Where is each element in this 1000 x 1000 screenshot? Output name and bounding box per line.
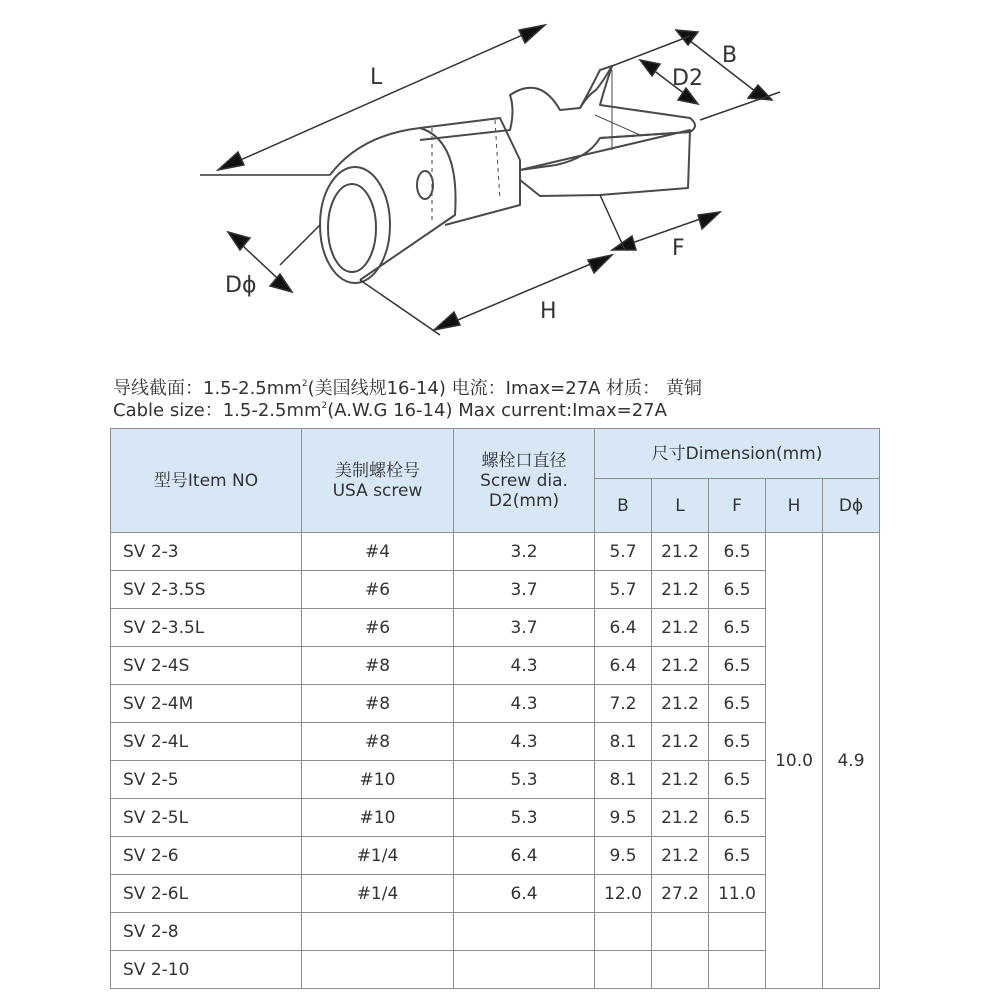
cell-item: SV 2-4S (111, 647, 302, 685)
cell-usa-screw: #4 (302, 533, 454, 571)
table-row (111, 913, 880, 951)
cell-L: 21.2 (652, 609, 709, 647)
header-usa-en: USA screw (332, 480, 423, 501)
spec-line-en (113, 400, 993, 422)
spec-cn-prefix: 导线截面：1.5-2.5mm (113, 378, 302, 399)
cell-item: SV 2-6 (111, 837, 302, 875)
cell-F: 6.5 (709, 799, 766, 837)
cell-item: SV 2-4M (111, 685, 302, 723)
table-row (111, 723, 880, 761)
cell-B: 6.4 (595, 647, 652, 685)
cell-L: 27.2 (652, 875, 709, 913)
cell-usa-screw: #10 (302, 761, 454, 799)
cell-L: 21.2 (652, 723, 709, 761)
cell-B: 9.5 (595, 799, 652, 837)
table-body (111, 533, 880, 989)
header-usa-cn: 美制螺栓号 (335, 460, 420, 481)
cell-F: 6.5 (709, 571, 766, 609)
cell-F: 11.0 (709, 875, 766, 913)
header-screw-en1: Screw dia. (480, 470, 568, 491)
cell-B: 6.4 (595, 609, 652, 647)
barrel (330, 128, 456, 280)
cell-usa-screw: #1/4 (302, 875, 454, 913)
label-F: F (672, 236, 685, 261)
cell-B: 8.1 (595, 761, 652, 799)
cell-L: 21.2 (652, 685, 709, 723)
header-screw-en2: D2(mm) (488, 490, 560, 511)
cell-screw-dia: 6.4 (454, 837, 595, 875)
cell-L: 21.2 (652, 533, 709, 571)
cell-usa-screw: #1/4 (302, 837, 454, 875)
label-H: H (540, 299, 557, 324)
table-row (111, 685, 880, 723)
spec-cn-sup: 2 (301, 379, 308, 389)
cell-item: SV 2-4L (111, 723, 302, 761)
cell-usa-screw: #6 (302, 609, 454, 647)
table-row (111, 609, 880, 647)
table-row (111, 951, 880, 989)
label-L: L (370, 65, 383, 90)
table-row (111, 647, 880, 685)
spec-en-sup: 2 (321, 401, 328, 411)
fork-body (420, 66, 695, 196)
cell-L: 21.2 (652, 761, 709, 799)
cell-F: 6.5 (709, 761, 766, 799)
header-dimension: 尺寸Dimension(mm) (595, 429, 880, 479)
header-usa-screw (302, 429, 454, 533)
cell-item: SV 2-10 (111, 951, 302, 989)
cell-L (652, 951, 709, 989)
cell-item: SV 2-3 (111, 533, 302, 571)
cell-usa-screw: #8 (302, 723, 454, 761)
cell-item: SV 2-3.5S (111, 571, 302, 609)
inspection-hole (417, 171, 433, 199)
cell-F: 6.5 (709, 533, 766, 571)
cell-screw-dia: 4.3 (454, 647, 595, 685)
cell-screw-dia: 3.2 (454, 533, 595, 571)
table-row (111, 533, 880, 571)
cell-L: 21.2 (652, 647, 709, 685)
header-B: B (595, 479, 652, 533)
spec-cn-suffix: (美国线规16-14) 电流：Imax=27A 材质： 黄铜 (307, 378, 702, 399)
table-row (111, 799, 880, 837)
cell-screw-dia: 5.3 (454, 799, 595, 837)
cell-item: SV 2-8 (111, 913, 302, 951)
label-B: B (722, 43, 738, 68)
table-row (111, 571, 880, 609)
header-screw-dia (454, 429, 595, 533)
cell-usa-screw (302, 951, 454, 989)
cell-item: SV 2-5 (111, 761, 302, 799)
cell-F (709, 913, 766, 951)
cell-screw-dia: 5.3 (454, 761, 595, 799)
cell-H: 10.0 (766, 533, 823, 989)
cell-F: 6.5 (709, 609, 766, 647)
table-row (111, 837, 880, 875)
cell-item: SV 2-6L (111, 875, 302, 913)
cell-B (595, 951, 652, 989)
spec-text (113, 378, 993, 422)
cell-usa-screw: #8 (302, 685, 454, 723)
cell-screw-dia: 3.7 (454, 609, 595, 647)
cell-F (709, 951, 766, 989)
header-Dphi: Dϕ (823, 479, 880, 533)
header-L: L (652, 479, 709, 533)
cell-Dphi: 4.9 (823, 533, 880, 989)
cell-screw-dia: 6.4 (454, 875, 595, 913)
spec-en-suffix: (A.W.G 16-14) Max current:Imax=27A (327, 400, 667, 421)
dimension-table (110, 428, 880, 989)
cell-item: SV 2-3.5L (111, 609, 302, 647)
cell-B (595, 913, 652, 951)
label-D2: D2 (672, 66, 703, 91)
cell-screw-dia (454, 951, 595, 989)
header-H: H (766, 479, 823, 533)
cell-F: 6.5 (709, 723, 766, 761)
cell-F: 6.5 (709, 685, 766, 723)
cell-L: 21.2 (652, 799, 709, 837)
terminal-diagram (0, 0, 1000, 370)
cell-screw-dia: 4.3 (454, 723, 595, 761)
cell-B: 7.2 (595, 685, 652, 723)
cell-B: 8.1 (595, 723, 652, 761)
cell-F: 6.5 (709, 647, 766, 685)
cell-F: 6.5 (709, 837, 766, 875)
cell-screw-dia: 3.7 (454, 571, 595, 609)
cell-screw-dia: 4.3 (454, 685, 595, 723)
cell-usa-screw: #10 (302, 799, 454, 837)
header-screw-cn: 螺栓口直径 (481, 450, 567, 471)
cell-usa-screw: #6 (302, 571, 454, 609)
spec-en-prefix: Cable size：1.5-2.5mm (113, 400, 322, 421)
cell-L: 21.2 (652, 837, 709, 875)
cell-item: SV 2-5L (111, 799, 302, 837)
cell-B: 9.5 (595, 837, 652, 875)
cell-L (652, 913, 709, 951)
header-item: 型号Item NO (111, 429, 302, 533)
cell-B: 5.7 (595, 533, 652, 571)
table-row (111, 761, 880, 799)
table-row (111, 875, 880, 913)
cell-L: 21.2 (652, 571, 709, 609)
header-F: F (709, 479, 766, 533)
label-Dphi: Dϕ (225, 273, 257, 298)
cell-usa-screw: #8 (302, 647, 454, 685)
cell-B: 12.0 (595, 875, 652, 913)
cell-B: 5.7 (595, 571, 652, 609)
spec-line-cn (113, 378, 993, 400)
cell-usa-screw (302, 913, 454, 951)
cell-screw-dia (454, 913, 595, 951)
